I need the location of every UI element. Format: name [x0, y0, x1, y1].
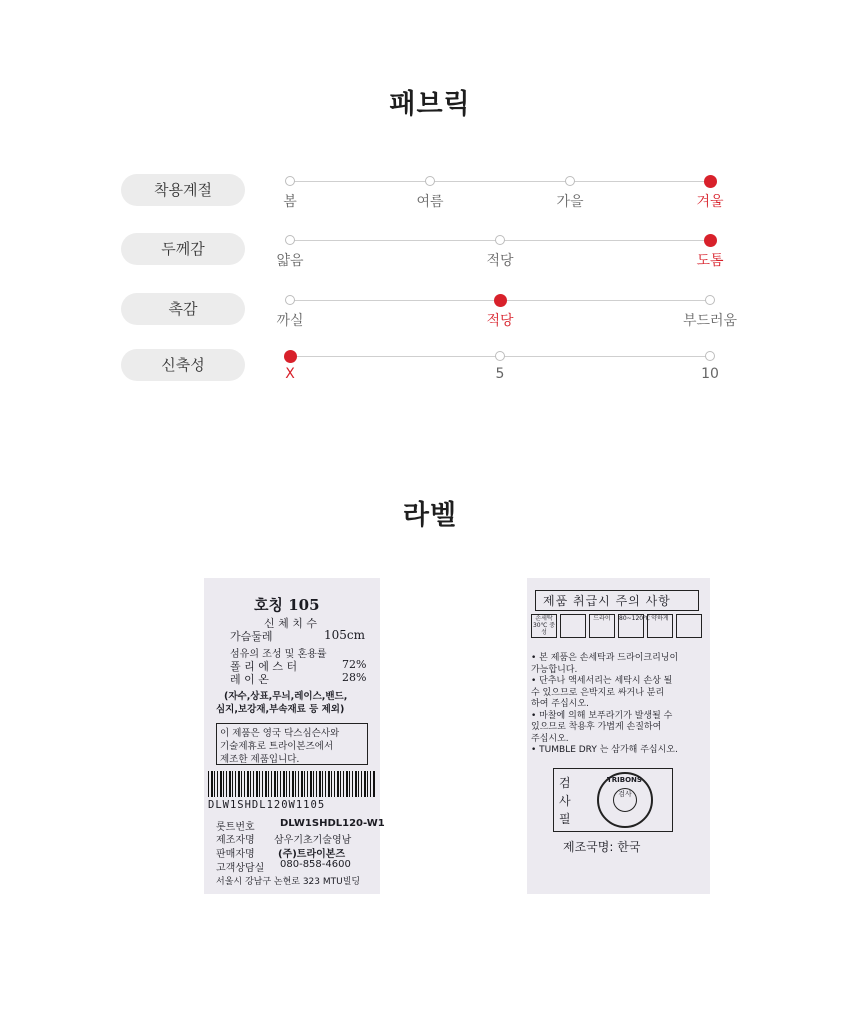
scale-option-label: 여름	[416, 194, 444, 210]
scale-dot	[495, 351, 505, 361]
inspect-char-2: 사	[559, 794, 571, 808]
license-line-2: 기술제휴로 트라이본즈에서	[220, 741, 334, 752]
scale-dot-selected	[494, 294, 507, 307]
fabric-section-title: 패브릭	[389, 89, 471, 120]
cs-value: 080-858-4600	[280, 859, 351, 870]
scale-option-label: 5	[495, 366, 505, 382]
seller-value: (주)트라이본즈	[278, 849, 346, 860]
dry-clean-icon: 드라이	[589, 614, 615, 638]
scale-option-label: 부드러움	[682, 313, 738, 329]
license-line-1: 이 제품은 영국 닥스심슨사와	[220, 728, 340, 739]
scale-dot	[495, 235, 505, 245]
care-label-right-photo	[527, 578, 710, 894]
wring-icon: 약하게	[647, 614, 673, 638]
scale-dot	[285, 295, 295, 305]
label-section-title: 라벨	[402, 500, 458, 531]
note-line-2: 심지,보강재,부속재료 등 제외)	[216, 704, 345, 715]
scale-track	[290, 181, 710, 182]
body-size-header: 신 체 치 수	[264, 617, 317, 630]
care-note-line: 있으므로 착용후 가볍게 손질하여	[531, 722, 662, 732]
care-label-left-photo	[204, 578, 385, 894]
inspect-char-1: 검	[559, 776, 571, 790]
size-title: 호칭 105	[254, 596, 320, 614]
scale-dot	[285, 176, 295, 186]
fabric-row	[0, 294, 860, 334]
fiber1-pct: 72%	[342, 658, 367, 671]
license-line-3: 제조한 제품입니다.	[220, 754, 300, 765]
fabric-row-label: 두께감	[121, 233, 245, 265]
inspection-stamp	[597, 772, 653, 828]
scale-option-label: 가을	[556, 194, 584, 210]
fiber1-name: 폴 리 에 스 터	[230, 660, 298, 673]
scale-option-label: 적당	[486, 253, 514, 269]
scale-option-label: 겨울	[696, 194, 724, 210]
cs-label: 고객상담실	[216, 863, 265, 874]
care-note-line: • 마찰에 의해 보푸라기가 발생될 수	[531, 710, 673, 721]
scale-dot	[285, 235, 295, 245]
wash-30-icon: 손세탁 30℃ 중성	[532, 615, 556, 636]
iron-icon: 80~120℃	[618, 614, 644, 638]
maker-value: 삼우기초기술영남	[274, 835, 352, 846]
lot-label: 롯트번호	[216, 822, 255, 833]
scale-dot	[705, 351, 715, 361]
seller-label: 판매자명	[216, 849, 255, 860]
barcode-text: DLW1SHDL120W1105	[208, 799, 326, 811]
scale-option-label: X	[285, 366, 295, 382]
scale-option-label: 도톰	[696, 253, 724, 269]
care-note-line: 하여 주십시오.	[531, 699, 589, 709]
care-note-line: 주십시오.	[531, 733, 569, 744]
fiber2-name: 레 이 온	[230, 673, 269, 686]
scale-option-label: 10	[701, 366, 719, 382]
fabric-row	[0, 234, 860, 274]
no-tumble-dry-icon	[676, 614, 702, 638]
stamp-text: TRIBONS	[607, 776, 642, 784]
fabric-row-label: 신축성	[121, 349, 245, 381]
care-note-line: 수 있으므로 은박지로 싸거나 분리	[531, 687, 665, 698]
care-heading: 제품 취급시 주의 사항	[543, 594, 671, 608]
lot-value: DLW1SHDL120-W1	[280, 818, 385, 829]
scale-option-label: 봄	[283, 194, 297, 210]
scale-dot-selected	[284, 350, 297, 363]
fiber2-pct: 28%	[342, 671, 367, 684]
fabric-row-label: 착용계절	[121, 174, 245, 206]
care-note-line: 가능합니다.	[531, 664, 578, 675]
scale-option-label: 까실	[276, 313, 304, 329]
origin: 제조국명: 한국	[563, 840, 641, 854]
barcode	[208, 771, 376, 797]
fabric-row	[0, 175, 860, 215]
scale-dot-selected	[704, 175, 717, 188]
no-bleach-icon	[560, 614, 586, 638]
scale-dot	[425, 176, 435, 186]
fabric-row	[0, 350, 860, 390]
address: 서울시 강남구 논현로 323 MTU빌딩	[216, 877, 361, 887]
scale-dot	[705, 295, 715, 305]
stamp-center: 검사	[613, 788, 637, 812]
care-note-line: • 단추나 액세서리는 세탁시 손상 될	[531, 676, 673, 686]
scale-dot-selected	[704, 234, 717, 247]
composition-header: 섬유의 조성 및 혼용률	[230, 649, 327, 660]
chest-label: 가슴둘레	[230, 630, 273, 643]
scale-option-label: 얇음	[276, 253, 304, 269]
fabric-row-label: 촉감	[121, 293, 245, 325]
chest-value: 105cm	[324, 628, 366, 642]
maker-label: 제조자명	[216, 835, 255, 846]
care-note-line: • TUMBLE DRY 는 삼가해 주십시오.	[531, 745, 678, 755]
inspect-char-3: 필	[559, 812, 571, 826]
scale-dot	[565, 176, 575, 186]
note-line-1: (자수,상표,무늬,레이스,밴드,	[224, 691, 348, 702]
care-note-line: • 본 제품은 손세탁과 드라이크리닝이	[531, 653, 679, 663]
scale-option-label: 적당	[486, 313, 514, 329]
